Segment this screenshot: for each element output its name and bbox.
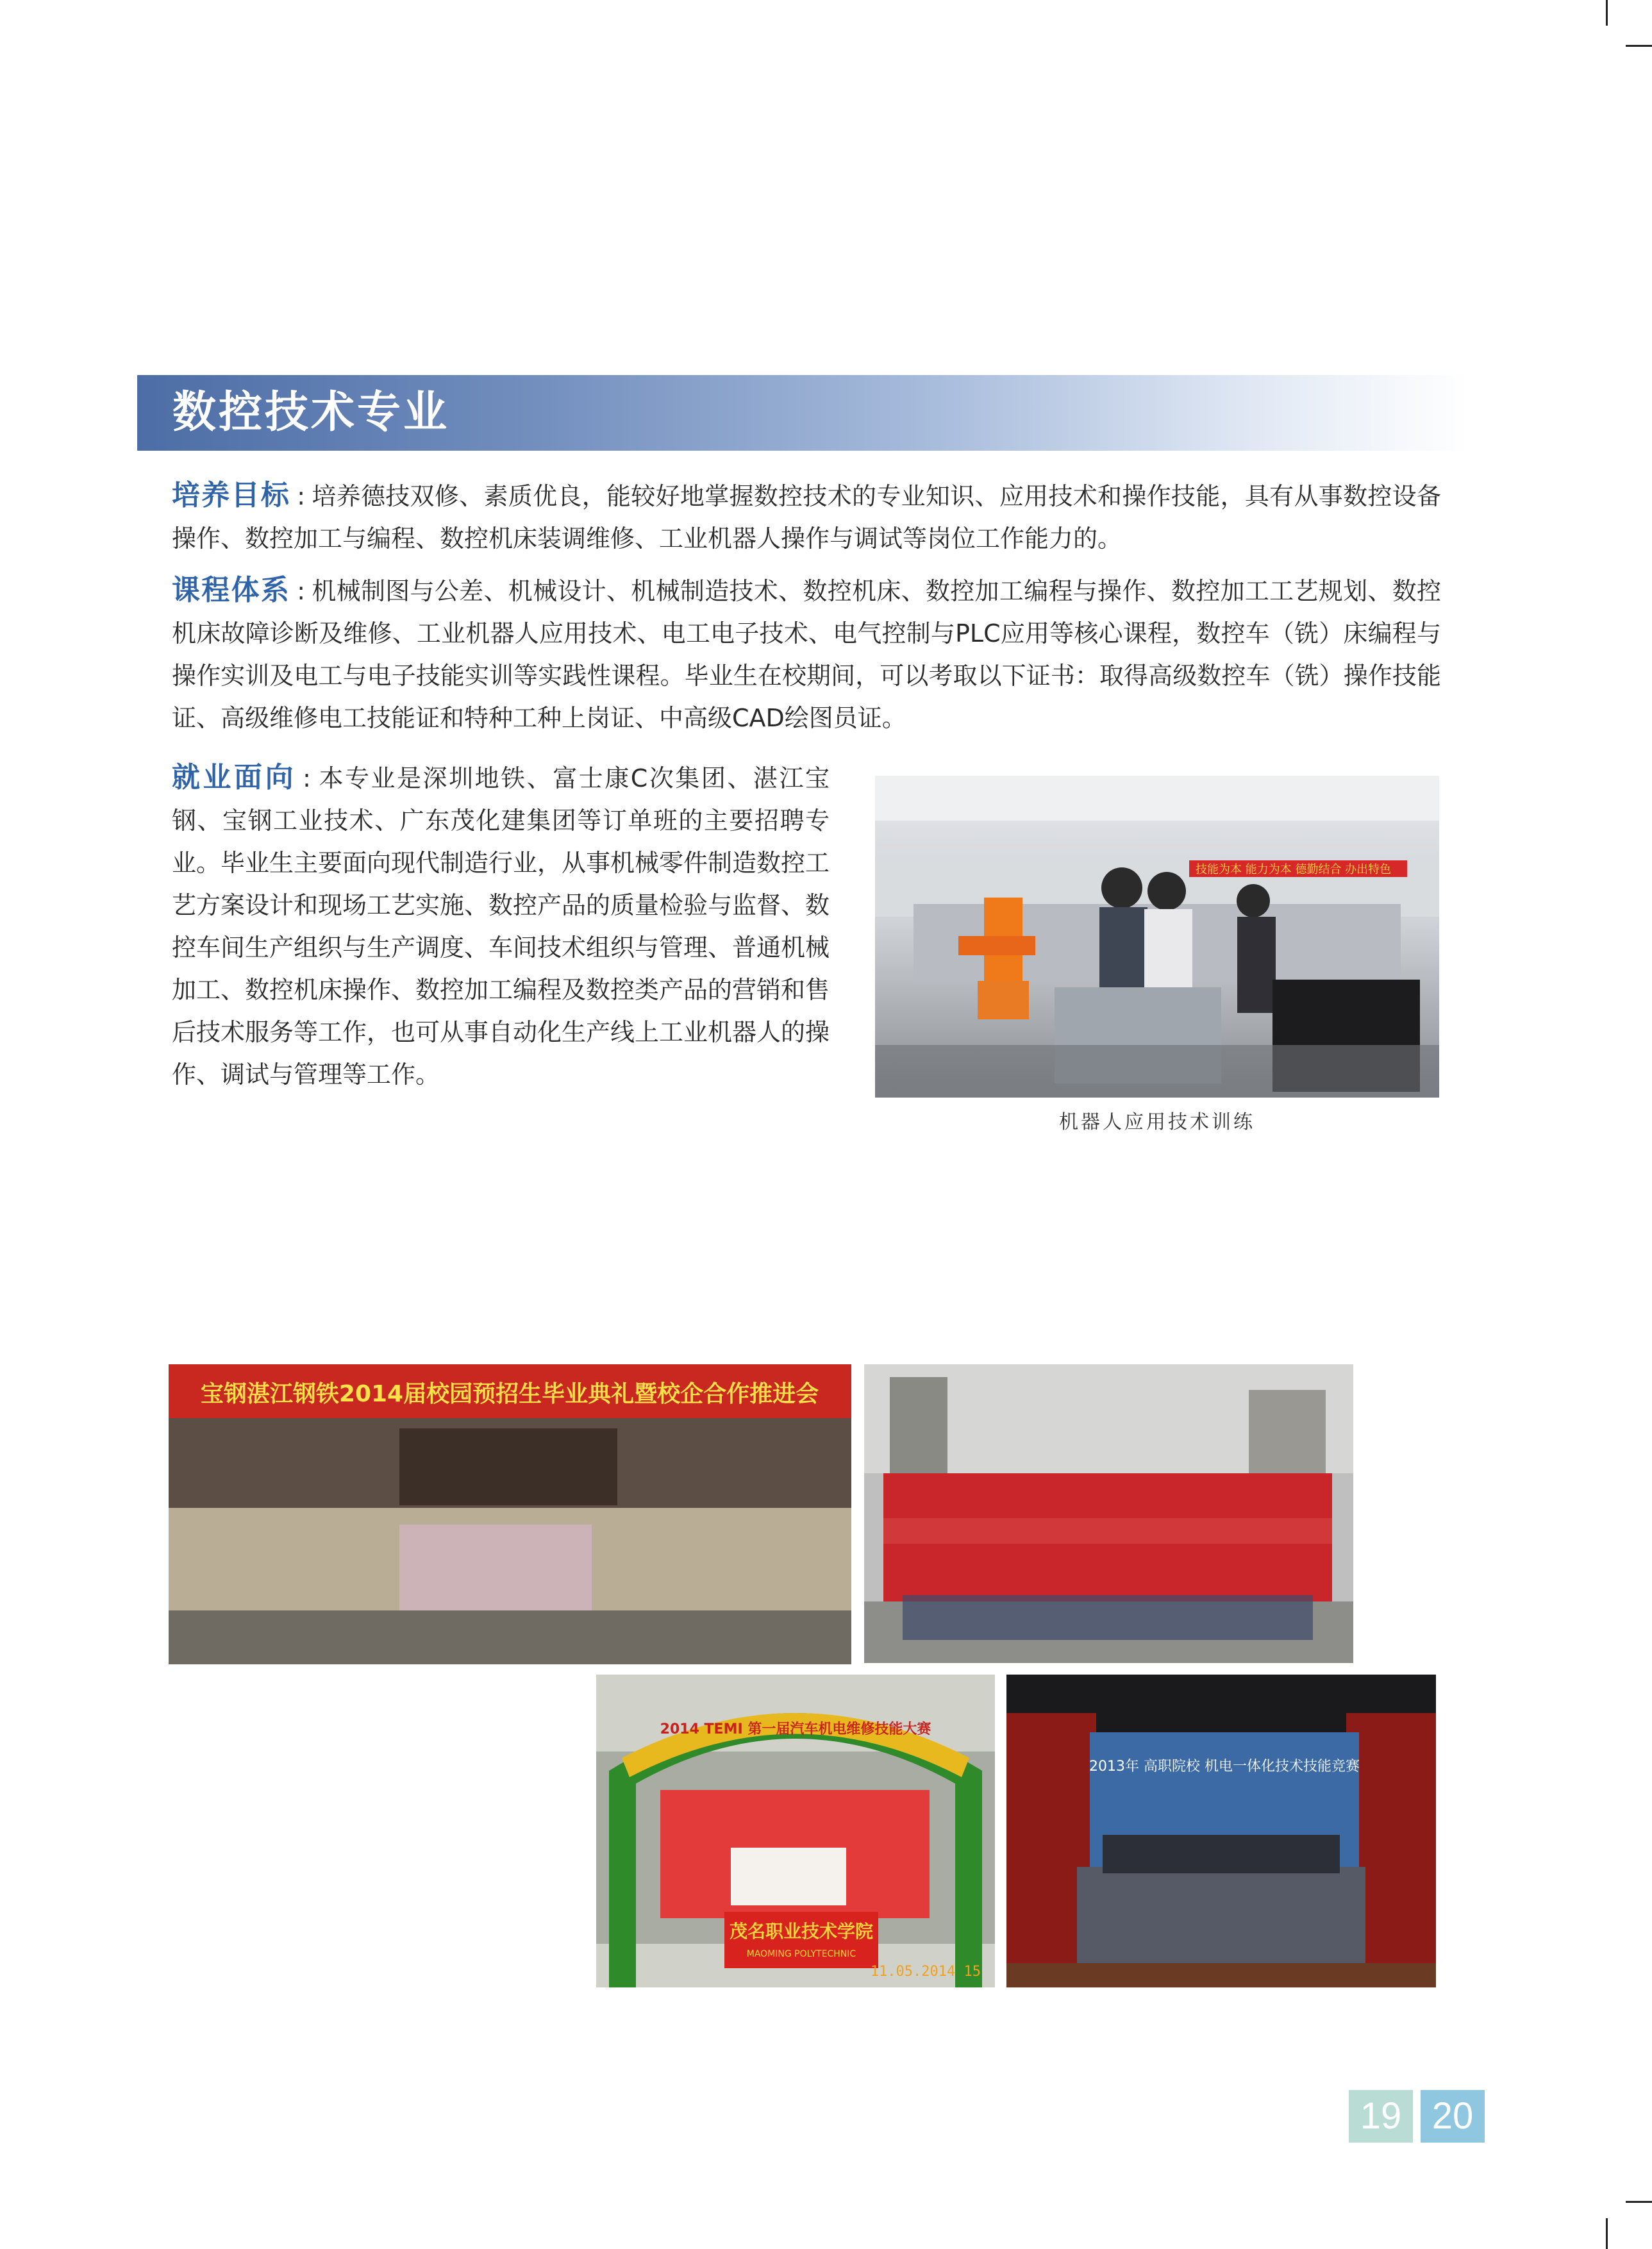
crop-mark-bottom-vertical — [1606, 2218, 1608, 2249]
training-goal-paragraph: 培养目标 : 培养德技双修、素质优良，能较好地掌握数控技术的专业知识、应用技术和操作技能，具有从事数控设备操作、数控加工与编程、数控机床装调维修、工业机器人操作与调试等岗位工作能力的。 — [172, 479, 1441, 553]
section-title-bar — [137, 375, 1468, 451]
robot-photo-caption: 机器人应用技术训练 — [1059, 1111, 1255, 1133]
stage-backdrop-text: 2013年 高职院校 机电一体化技术技能竞赛 — [1089, 1759, 1360, 1775]
employment-text: 本专业是深圳地铁、富士康C次集团、湛江宝钢、宝钢工业技术、广东茂化建集团等订单班的主要招聘专业。毕业生主要面向现代制造行业，从事机械零件制造数控工艺方案设计和现场工艺实施、数控产品的质量检验与监督、数控车间生产组织与生产调度、车间技术组织与管理、普通机械加工、数控机床操作、数控加工编程及数控类产品的营销和售后技术服务等工作，也可从事自动化生产线上工业机器人的操作、调试与管理等工作。 — [172, 764, 830, 1089]
section-title: 数控技术专业 — [172, 387, 450, 438]
curriculum-label: 课程体系 — [172, 574, 291, 606]
competition-flag-text: 茂名职业技术学院 — [729, 1921, 874, 1942]
robot-photo-banner: 技能为本 能力为本 德勤结合 办出特色 — [1196, 863, 1392, 876]
competition-arch-photo — [596, 1675, 995, 1987]
crop-mark-bottom-horizontal — [1626, 2201, 1652, 2203]
award-stage-photo — [1006, 1675, 1436, 1987]
baosteel-banner: 宝钢湛江钢铁2014届校园预招生毕业典礼暨校企合作推进会 — [200, 1381, 819, 1407]
training-goal-label: 培养目标 — [172, 479, 291, 512]
curriculum-paragraph: 课程体系 : 机械制图与公差、机械设计、机械制造技术、数控机床、数控加工编程与操作、数控加工工艺规划、数控机床故障诊断及维修、工业机器人应用技术、电工电子技术、电气控制与PLC应用等核心课程，数控车（铣）床编程与操作实训及电工与电子技能实训等实践性课程。毕业生在校期间，可以考取以下证书：取得高级数控车（铣）操作技能证、高级维修电工技能证和特种工种上岗证、中高级CAD绘图员证。 — [172, 574, 1441, 732]
competition-flag-subtext: MAOMING POLYTECHNIC — [746, 1949, 856, 1959]
employment-paragraph: 就业面向 : 本专业是深圳地铁、富士康C次集团、湛江宝钢、宝钢工业技术、广东茂化建集团等订单班的主要招聘专业。毕业生主要面向现代制造行业，从事机械零件制造数控工艺方案设计和现场工艺实施、数控产品的质量检验与监督、数控车间生产组织与生产调度、车间技术组织与管理、普通机械加工、数控机床操作、数控加工编程及数控类产品的营销和售后技术服务等工作，也可从事自动化生产线上工业机器人的操作、调试与管理等工作。 — [172, 761, 830, 1089]
crop-mark-top-horizontal — [1626, 45, 1652, 47]
competition-arch-text: 2014 TEMI 第一届汽车机电维修技能大赛 — [660, 1721, 931, 1737]
page-number-left: 19 — [1349, 2090, 1413, 2143]
baosteel-ceremony-photo — [169, 1364, 851, 1664]
training-goal-text: 培养德技双修、素质优良，能较好地掌握数控技术的专业知识、应用技术和操作技能，具有从事数控设备操作、数控加工与编程、数控机床装调维修、工业机器人操作与调试等岗位工作能力的。 — [172, 482, 1441, 553]
employment-label: 就业面向 — [172, 761, 297, 794]
crop-mark-top-vertical — [1606, 0, 1608, 26]
page-number-right: 20 — [1421, 2090, 1485, 2143]
curriculum-text: 机械制图与公差、机械设计、机械制造技术、数控机床、数控加工编程与操作、数控加工工艺规划、数控机床故障诊断及维修、工业机器人应用技术、电工电子技术、电气控制与PLC应用等核心课程，数控车（铣）床编程与操作实训及电工与电子技能实训等实践性课程。毕业生在校期间，可以考取以下证书：取得高级数控车（铣）操作技能证、高级维修电工技能证和特种工种上岗证、中高级CAD绘图员证。 — [172, 577, 1441, 732]
group-red-shirts-photo — [864, 1364, 1353, 1663]
robot-training-photo — [875, 776, 1439, 1098]
competition-timestamp: 11.05.2014 15 — [870, 1964, 981, 1980]
